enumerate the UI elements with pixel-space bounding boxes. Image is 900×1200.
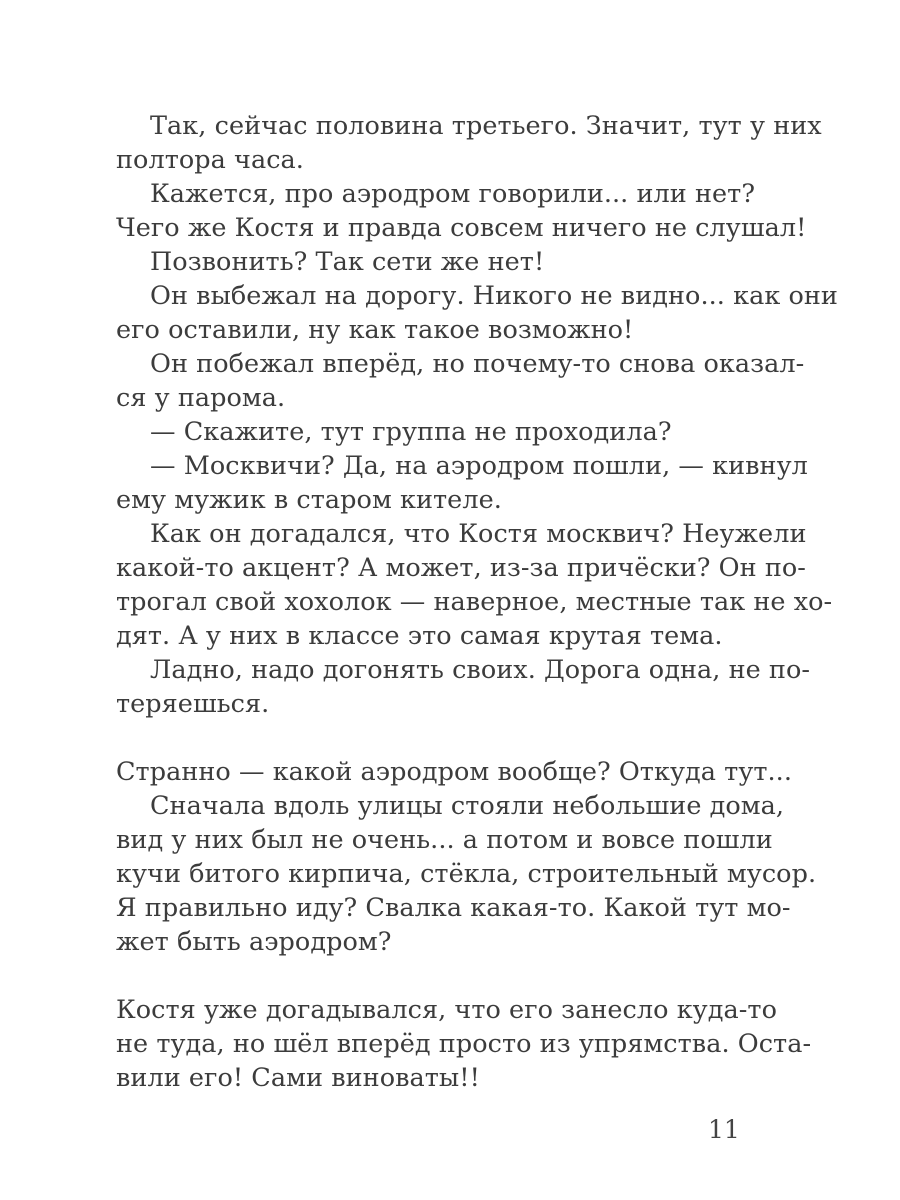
text-line: Ладно, надо догонять своих. Дорога одна, не по- [150,655,811,685]
text-line: ся у парома. [116,383,286,413]
text-line: не туда, но шёл вперёд просто из упрямства. Оста- [116,1029,812,1059]
text-line: вид у них был не очень... а потом и вовсе пошли [116,825,773,855]
text-line: его оставили, ну как такое возможно! [116,315,634,345]
text-line: ему мужик в старом кителе. [116,485,502,515]
text-line: Костя уже догадывался, что его занесло куда-то [116,995,777,1025]
text-line: Так, сейчас половина третьего. Значит, тут у них [150,111,822,141]
text-line: трогал свой хохолок — наверное, местные так не хо- [116,587,833,617]
text-line: Сначала вдоль улицы стояли небольшие дома, [150,791,785,821]
text-line: Он побежал вперёд, но почему-то снова оказал- [150,349,805,379]
text-line: дят. А у них в классе это самая крутая тема. [116,621,723,651]
text-line: — Москвичи? Да, на аэродром пошли, — кивнул [150,451,808,481]
text-line: теряешься. [116,689,270,719]
text-line: Как он догадался, что Костя москвич? Неужели [150,519,807,549]
text-line: Позвонить? Так сети же нет! [150,247,545,277]
text-line: какой-то акцент? А может, из-за причёски? Он по- [116,553,806,583]
text-line: жет быть аэродром? [116,927,392,957]
text-line: Кажется, про аэродром говорили... или нет? [150,179,756,209]
text-line: Чего же Костя и правда совсем ничего не слушал! [116,213,807,243]
text-line: полтора часа. [116,145,304,175]
text-line: Странно — какой аэродром вообще? Откуда тут... [116,757,792,787]
text-line: — Скажите, тут группа не проходила? [150,417,672,447]
page-number: 11 [708,1115,740,1144]
text-line: Он выбежал на дорогу. Никого не видно... как они [150,281,838,311]
text-line: кучи битого кирпича, стёкла, строительный мусор. [116,859,817,889]
text-line: вили его! Сами виноваты!! [116,1063,480,1093]
text-line: Я правильно иду? Свалка какая-то. Какой тут мо- [116,893,791,923]
